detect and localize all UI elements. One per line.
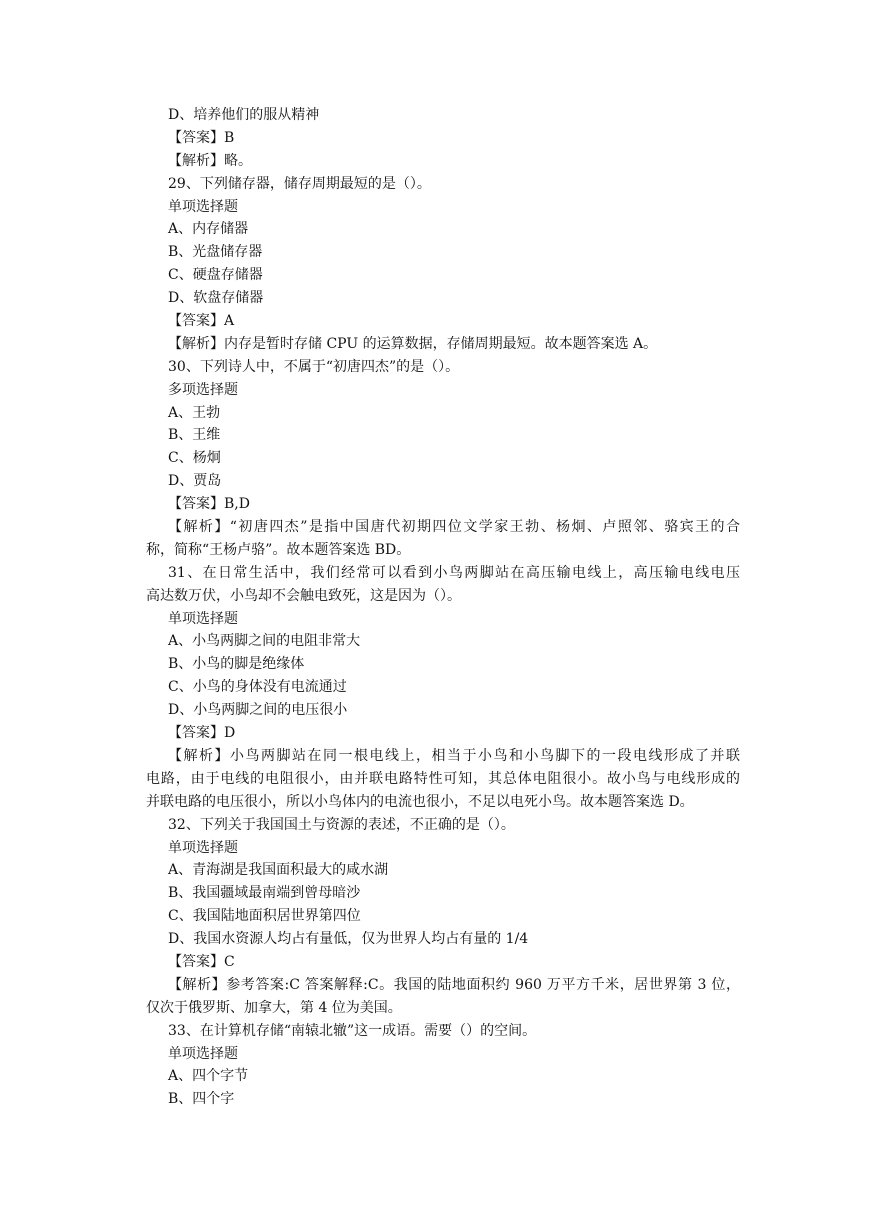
text-line: 【解析】小鸟两脚站在同一根电线上，相当于小鸟和小鸟脚下的一段电线形成了并联 xyxy=(168,747,740,764)
text-line: A、内存储器 xyxy=(168,221,249,238)
text-line: 【解析】“初唐四杰”是指中国唐代初期四位文学家王勃、杨炯、卢照邻、骆宾王的合 xyxy=(168,519,740,536)
text-line: 单项选择题 xyxy=(168,610,238,627)
text-line: B、小鸟的脚是绝缘体 xyxy=(168,656,305,673)
text-line: 31、在日常生活中，我们经常可以看到小鸟两脚站在高压输电线上，高压输电线电压 xyxy=(168,564,740,581)
text-line: 30、下列诗人中，不属于“初唐四杰”的是（）。 xyxy=(168,358,460,375)
text-line: 【答案】A xyxy=(168,313,235,330)
text-line: 【解析】略。 xyxy=(168,152,252,169)
text-line: B、光盘储存器 xyxy=(168,244,263,261)
text-line: D、软盘存储器 xyxy=(168,290,264,307)
text-line: 【答案】C xyxy=(168,953,235,970)
document-page xyxy=(146,104,740,1111)
text-line: C、硬盘存储器 xyxy=(168,267,263,284)
text-line: 【答案】B xyxy=(168,129,235,146)
text-line: B、我国疆域最南端到曾母暗沙 xyxy=(168,885,361,902)
text-line: 电路，由于电线的电阻很小，由并联电路特性可知，其总体电阻很小。故小鸟与电线形成的 xyxy=(146,770,740,787)
text-line: 单项选择题 xyxy=(168,1045,238,1062)
text-line: 多项选择题 xyxy=(168,381,238,398)
text-line: 【解析】参考答案:C 答案解释:C。我国的陆地面积约 960 万平方千米，居世界第 3 位， xyxy=(168,976,740,993)
text-line: 高达数万伏，小鸟却不会触电致死，这是因为（）。 xyxy=(146,587,461,604)
text-line: A、小鸟两脚之间的电阻非常大 xyxy=(168,633,361,650)
text-line: C、杨炯 xyxy=(168,450,221,467)
text-line: C、我国陆地面积居世界第四位 xyxy=(168,908,361,925)
text-line: 32、下列关于我国国土与资源的表述，不正确的是（）。 xyxy=(168,816,515,833)
text-line: 并联电路的电压很小，所以小鸟体内的电流也很小，不足以电死小鸟。故本题答案选 D。 xyxy=(146,793,694,810)
text-line: 仅次于俄罗斯、加拿大，第 4 位为美国。 xyxy=(146,999,402,1016)
text-line: A、四个字节 xyxy=(168,1068,249,1085)
text-line: C、小鸟的身体没有电流通过 xyxy=(168,679,347,696)
text-line: D、小鸟两脚之间的电压很小 xyxy=(168,702,348,719)
text-line: 单项选择题 xyxy=(168,839,238,856)
text-line: 【解析】内存是暂时存储 CPU 的运算数据，存储周期最短。故本题答案选 A。 xyxy=(168,335,658,352)
text-line: B、王维 xyxy=(168,427,221,444)
text-line: 29、下列储存器，储存周期最短的是（）。 xyxy=(168,175,431,192)
text-line: D、我国水资源人均占有量低，仅为世界人均占有量的 1/4 xyxy=(168,931,529,948)
text-line: A、王勃 xyxy=(168,404,221,421)
text-line: 【答案】B,D xyxy=(168,496,250,513)
text-line: A、青海湖是我国面积最大的咸水湖 xyxy=(168,862,389,879)
text-line: B、四个字 xyxy=(168,1091,235,1108)
text-line: D、贾岛 xyxy=(168,473,222,490)
text-line: 单项选择题 xyxy=(168,198,238,215)
text-line: D、培养他们的服从精神 xyxy=(168,107,320,123)
text-line: 称，简称“王杨卢骆”。故本题答案选 BD。 xyxy=(146,541,411,558)
text-line: 【答案】D xyxy=(168,725,236,742)
text-line: 33、在计算机存储“南辕北辙”这一成语。需要（）的空间。 xyxy=(168,1022,537,1039)
